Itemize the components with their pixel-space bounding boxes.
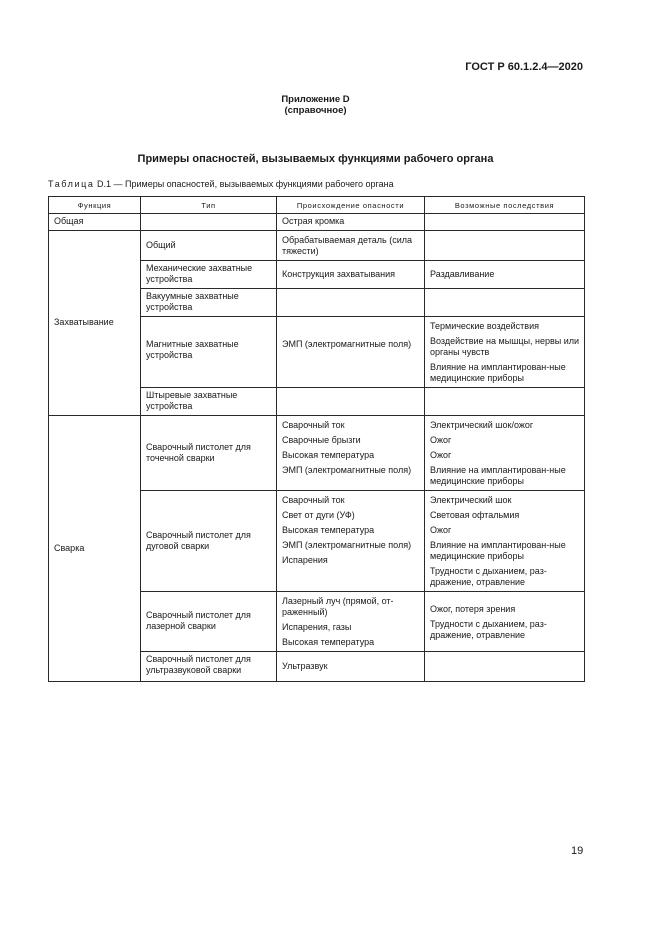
origin-item: Ультразвук bbox=[282, 660, 328, 671]
consequence-item: Электрический шок/ожог bbox=[430, 420, 534, 430]
origin-item: ЭМП (электромагнитные поля) bbox=[282, 465, 412, 475]
consequence-item: Термические воздействия bbox=[430, 321, 539, 331]
consequence-item: Световая офтальмия bbox=[430, 510, 520, 520]
origin-item: Высокая температура bbox=[282, 637, 375, 647]
hazards-table bbox=[48, 196, 585, 682]
column-header-consequences: Возможные последствия bbox=[425, 197, 585, 214]
origin-item: Испарения bbox=[282, 555, 328, 565]
type-cell: Сварочный пистолет для ультразвуковой сварки bbox=[141, 652, 277, 682]
consequence-item: Влияние на имплантирован-ные медицинские приборы bbox=[430, 540, 566, 561]
consequences-cell bbox=[425, 592, 585, 652]
type-cell: Общий bbox=[141, 231, 277, 261]
consequences-cell bbox=[425, 231, 585, 261]
consequences-cell bbox=[425, 261, 585, 289]
table-caption bbox=[48, 179, 394, 189]
origin-item: Испарения, газы bbox=[282, 622, 352, 632]
consequence-item: Ожог, потеря зрения bbox=[430, 604, 516, 614]
origin-item: Высокая температура bbox=[282, 450, 375, 460]
type-cell: Сварочный пистолет для лазерной сварки bbox=[141, 592, 277, 652]
consequence-item: Влияние на имплантирован-ные медицинские приборы bbox=[430, 362, 566, 383]
origin-cell bbox=[277, 652, 425, 682]
type-cell bbox=[141, 214, 277, 231]
consequence-item: Ожог bbox=[430, 435, 452, 445]
table-caption-prefix: Таблица bbox=[48, 179, 95, 189]
origin-item: Высокая температура bbox=[282, 525, 375, 535]
appendix-type: (справочное) bbox=[284, 105, 347, 116]
type-cell: Сварочный пистолет для дуговой сварки bbox=[141, 491, 277, 592]
consequences-cell bbox=[425, 491, 585, 592]
origin-item: Сварочные брызги bbox=[282, 435, 361, 445]
appendix-heading bbox=[0, 94, 631, 116]
origin-item: Лазерный луч (прямой, от-раженный) bbox=[282, 596, 394, 617]
consequence-item: Трудности с дыханием, раз-дражение, отравление bbox=[430, 566, 547, 587]
type-cell: Сварочный пистолет для точечной сварки bbox=[141, 416, 277, 491]
origin-cell bbox=[277, 491, 425, 592]
origin-cell bbox=[277, 388, 425, 416]
standard-code: ГОСТ Р 60.1.2.4—2020 bbox=[465, 61, 583, 73]
origin-cell bbox=[277, 416, 425, 491]
type-cell: Штыревые захватные устройства bbox=[141, 388, 277, 416]
type-cell: Магнитные захватные устройства bbox=[141, 317, 277, 388]
consequences-cell bbox=[425, 416, 585, 491]
origin-item: ЭМП (электромагнитные поля) bbox=[282, 339, 412, 349]
appendix-label: Приложение D bbox=[281, 94, 350, 105]
consequence-item: Ожог bbox=[430, 450, 452, 460]
consequence-item: Воздействие на мышцы, нервы или органы чувств bbox=[430, 336, 580, 357]
origin-cell bbox=[277, 261, 425, 289]
origin-cell bbox=[277, 231, 425, 261]
table-row bbox=[49, 416, 585, 491]
consequence-item: Электрический шок bbox=[430, 495, 512, 505]
origin-item: Свет от дуги (УФ) bbox=[282, 510, 355, 520]
type-cell: Механические захватные устройства bbox=[141, 261, 277, 289]
origin-item: Обрабатываемая деталь (сила тяжести) bbox=[282, 235, 412, 256]
consequences-cell bbox=[425, 388, 585, 416]
table-header-row bbox=[49, 197, 585, 214]
column-header-function: Функция bbox=[49, 197, 141, 214]
column-header-type: Тип bbox=[141, 197, 277, 214]
consequences-cell bbox=[425, 289, 585, 317]
type-cell: Вакуумные захватные устройства bbox=[141, 289, 277, 317]
origin-cell bbox=[277, 289, 425, 317]
consequences-cell bbox=[425, 317, 585, 388]
page-number: 19 bbox=[571, 845, 584, 857]
origin-cell bbox=[277, 214, 425, 231]
consequences-cell bbox=[425, 214, 585, 231]
table-caption-text: D.1 — Примеры опасностей, вызываемых функциями рабочего органа bbox=[94, 179, 394, 189]
function-cell: Общая bbox=[49, 214, 141, 231]
document-title: Примеры опасностей, вызываемых функциями рабочего органа bbox=[137, 153, 494, 165]
table-row bbox=[49, 214, 585, 231]
consequence-item: Влияние на имплантирован-ные медицинские приборы bbox=[430, 465, 566, 486]
origin-cell bbox=[277, 317, 425, 388]
consequence-item: Трудности с дыханием, раз-дражение, отравление bbox=[430, 619, 547, 640]
column-header-origin: Происхождение опасности bbox=[277, 197, 425, 214]
origin-item: Сварочный ток bbox=[282, 420, 345, 430]
consequence-item: Раздавливание bbox=[430, 268, 495, 279]
function-cell: Захватывание bbox=[49, 231, 141, 416]
origin-item: Конструкция захватывания bbox=[282, 268, 396, 279]
function-cell: Сварка bbox=[49, 416, 141, 682]
origin-item: Острая кромка bbox=[282, 216, 345, 226]
consequences-cell bbox=[425, 652, 585, 682]
origin-item: Сварочный ток bbox=[282, 495, 345, 505]
consequence-item: Ожог bbox=[430, 525, 452, 535]
origin-item: ЭМП (электромагнитные поля) bbox=[282, 540, 412, 550]
origin-cell bbox=[277, 592, 425, 652]
table-row bbox=[49, 231, 585, 261]
